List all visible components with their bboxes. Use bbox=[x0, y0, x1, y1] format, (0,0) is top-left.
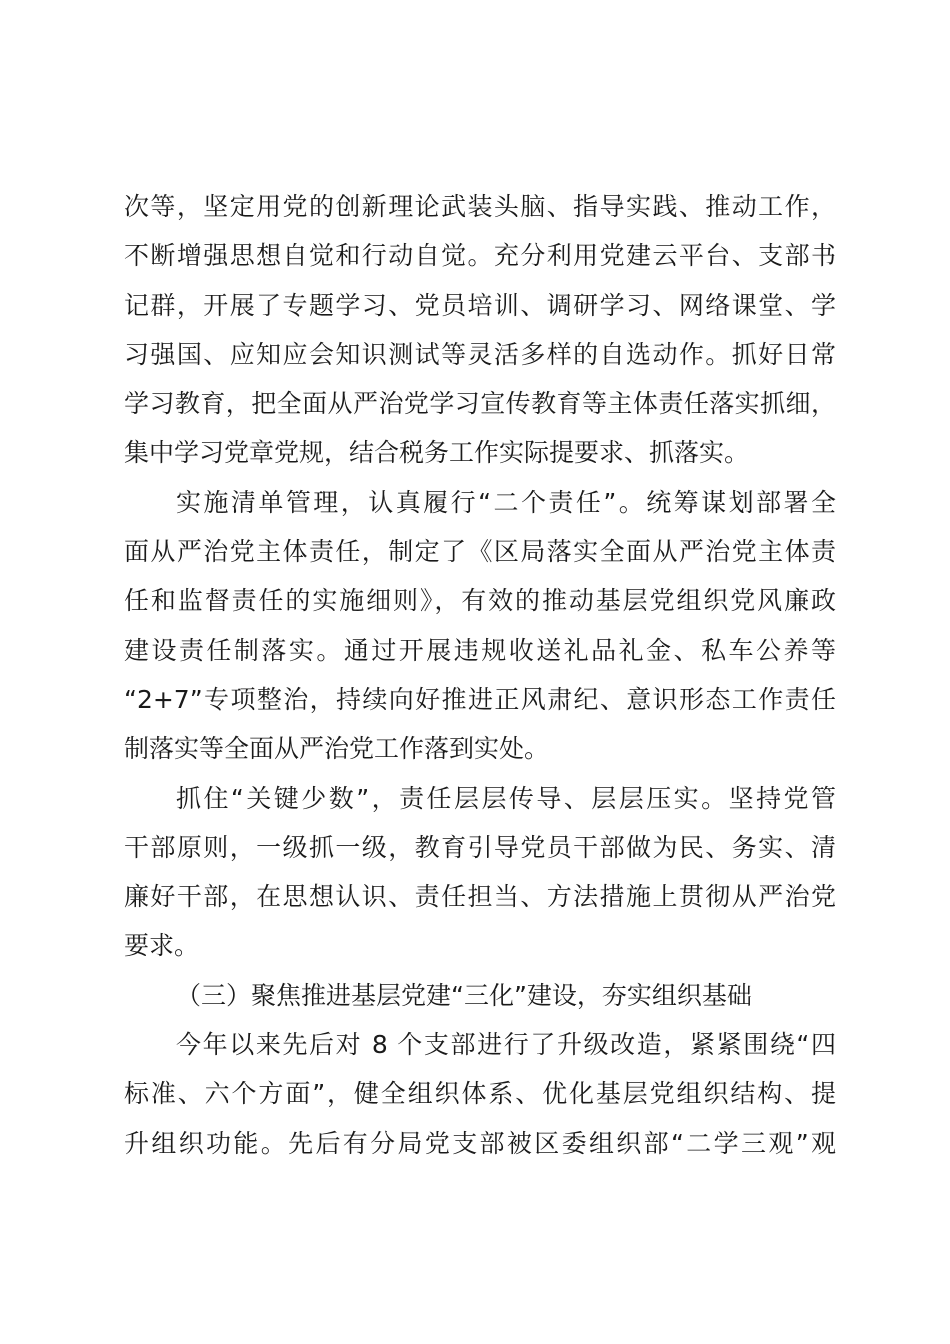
body-line: 建设责任制落实。通过开展违规收送礼品礼金、私车公养等 bbox=[124, 635, 836, 665]
body-line: 标准、六个方面”，健全组织体系、优化基层党组织结构、提 bbox=[124, 1079, 836, 1109]
body-line: 记群，开展了专题学习、党员培训、调研学习、网络课堂、学 bbox=[124, 290, 836, 320]
paragraph-start: 实施清单管理，认真履行“二个责任”。统筹谋划部署全 bbox=[176, 487, 836, 517]
body-line: 面从严治党主体责任，制定了《区局落实全面从严治党主体责 bbox=[124, 537, 836, 567]
body-line: 学习教育，把全面从严治党学习宣传教育等主体责任落实抓细， bbox=[124, 389, 836, 419]
section-heading: （三）聚焦推进基层党建“三化”建设，夯实组织基础 bbox=[176, 980, 752, 1010]
body-line: 廉好干部，在思想认识、责任担当、方法措施上贯彻从严治党 bbox=[124, 882, 836, 912]
paragraph-start: 今年以来先后对 8 个支部进行了升级改造，紧紧围绕“四 bbox=[176, 1030, 836, 1060]
body-line: “2+7”专项整治，持续向好推进正风肃纪、意识形态工作责任 bbox=[124, 684, 836, 714]
paragraph-start: 抓住“关键少数”，责任层层传导、层层压实。坚持党管 bbox=[176, 783, 836, 813]
body-line: 习强国、应知应会知识测试等灵活多样的自选动作。抓好日常 bbox=[124, 339, 836, 369]
body-line: 次等，坚定用党的创新理论武装头脑、指导实践、推动工作， bbox=[124, 192, 836, 221]
body-line: 集中学习党章党规，结合税务工作实际提要求、抓落实。 bbox=[124, 438, 750, 468]
document-body bbox=[124, 182, 836, 1168]
body-line: 任和监督责任的实施细则》，有效的推动基层党组织党风廉政 bbox=[124, 586, 836, 616]
body-line: 制落实等全面从严治党工作落到实处。 bbox=[124, 734, 550, 764]
body-line: 不断增强思想自觉和行动自觉。充分利用党建云平台、支部书 bbox=[124, 241, 836, 271]
body-line: 干部原则，一级抓一级，教育引导党员干部做为民、务实、清 bbox=[124, 832, 836, 862]
body-line: 要求。 bbox=[124, 931, 200, 961]
body-line: 升组织功能。先后有分局党支部被区委组织部“二学三观”观 bbox=[124, 1128, 836, 1158]
